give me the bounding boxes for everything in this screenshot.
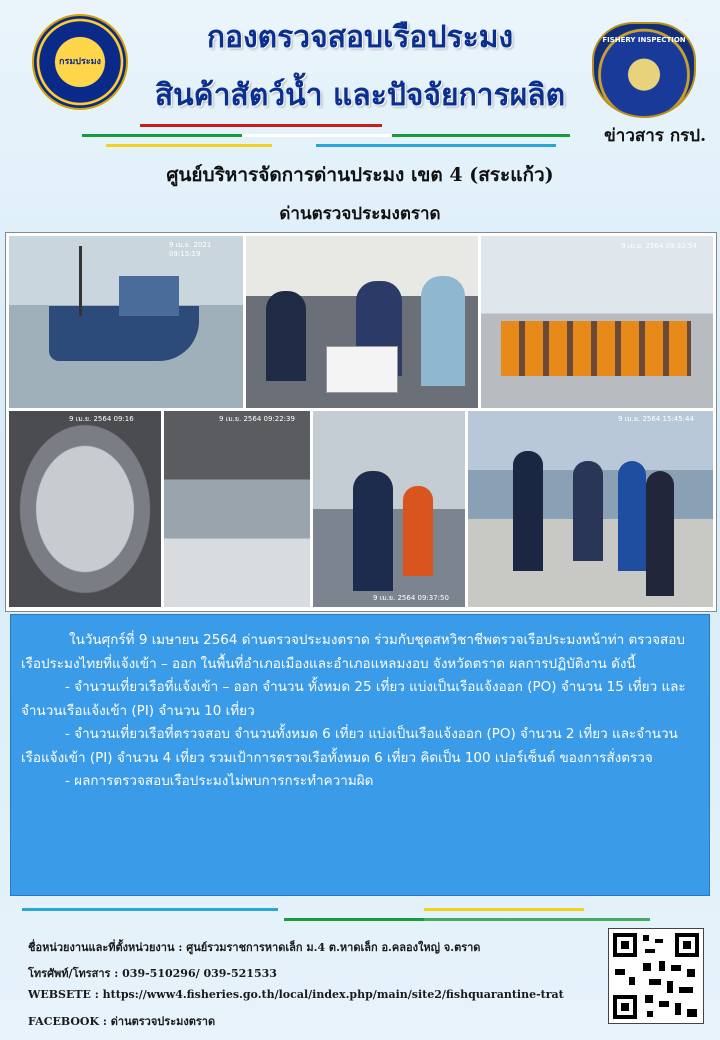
inspection-team-photo <box>246 236 478 408</box>
footer-divider-blue <box>22 908 278 911</box>
divider-white <box>242 134 392 137</box>
footer-divider-yellow <box>424 908 584 911</box>
footer-website[interactable]: WEBSETE : https://www4.fisheries.go.th/local/index.php/main/site2/fishquarantine-trat <box>28 988 564 1001</box>
photo-collage <box>5 232 717 612</box>
page-title-line2: สินค้าสัตว์น้ำ และปัจจัยการผลิต <box>154 78 566 113</box>
footer-address: ชื่อหน่วยงานและที่ตั้งหน่วยงาน : ศูนย์รวมราชการหาดเล็ก ม.4 ต.หาดเล็ก อ.คลองใหญ่ จ.ตราด <box>28 941 481 954</box>
divider-green-right <box>392 134 570 137</box>
logo-right-label: FISHERY INSPECTION <box>602 36 686 44</box>
footer-divider-green-long <box>320 918 650 921</box>
officers-pier-photo <box>313 411 465 607</box>
photo-stamp: 9 เม.ย. 2564 09:22:39 <box>219 415 295 423</box>
logo-left-label: กรมประมง <box>59 57 101 67</box>
divider-blue <box>316 144 556 147</box>
photo-stamp: 9 เม.ย. 2021 09:15:19 <box>169 241 212 258</box>
report-bullet-trips-inspected: - จำนวนเที่ยวเรือที่ตรวจสอบ จำนวนทั้งหมด 6 เที่ยว แบ่งเป็นเรือแจ้งออก (PO) จำนวน 2 เที่ยว และจำนวนเรือแจ้งเข้า (PI) จำนวน 4 เที่ยว รวมเป้าการตรวจเรือทั้งหมด 6 เที่ยว คิดเป็น 100 เปอร์เซ็นต์ ของการสั่งตรวจ <box>21 726 678 766</box>
photo-stamp: 9 เม.ย. 2564 09:37:50 <box>373 594 449 602</box>
divider-yellow <box>106 144 272 147</box>
photo-stamp: 9 เม.ย. 2564 09:16 <box>69 415 134 423</box>
fish-hold-photo-2 <box>164 411 310 607</box>
report-bullet-result: - ผลการตรวจสอบเรือประมงไม่พบการกระทำความผิด <box>65 773 374 789</box>
qr-code[interactable] <box>608 928 704 1024</box>
footer-phone: โทรศัพท์/โทรสาร : 039-510296/ 039-521533 <box>28 967 277 980</box>
news-label: ข่าวสาร กรป. <box>604 126 706 146</box>
subtitle-checkpoint: ด่านตรวจประมงตราด <box>279 204 441 224</box>
divider-red <box>140 124 382 127</box>
divider-green-left <box>82 134 242 137</box>
officers-dock-photo <box>468 411 713 607</box>
fishing-boat-photo <box>9 236 243 408</box>
photo-stamp: 9 เม.ย. 2564 09:32:54 <box>621 242 697 250</box>
report-paragraph: ในวันศุกร์ที่ 9 เมษายน 2564 ด่านตรวจประมงตราด ร่วมกับชุดสหวิชาชีพตรวจเรือประมงหน้าท่า ตรวจสอบเรือประมงไทยที่แจ้งเข้า – ออก ในพื้นที่อำเภอเมืองและอำเภอแหลมงอบ จังหวัดตราด ผลการปฏิบัติงาน ดังนี้ <box>21 632 685 672</box>
photo-stamp: 9 เม.ย. 2564 15:45:44 <box>618 415 694 423</box>
fish-hold-photo-1 <box>9 411 161 607</box>
report-bullet-trips-reported: - จำนวนเที่ยวเรือที่แจ้งเข้า – ออก จำนวน ทั้งหมด 25 เที่ยว แบ่งเป็นเรือแจ้งออก (PO) จำนวน 15 เที่ยว และจำนวนเรือแจ้งเข้า (PI) จำนวน 10 เที่ยว <box>21 679 686 719</box>
subtitle-center: ศูนย์บริหารจัดการด่านประมง เขต 4 (สระแก้ว) <box>166 164 554 186</box>
crew-lineup-photo <box>481 236 713 408</box>
page-title-line1: กองตรวจสอบเรือประมง <box>206 20 514 55</box>
report-text-box <box>10 614 710 896</box>
footer-facebook[interactable]: FACEBOOK : ด่านตรวจประมงตราด <box>28 1015 216 1028</box>
